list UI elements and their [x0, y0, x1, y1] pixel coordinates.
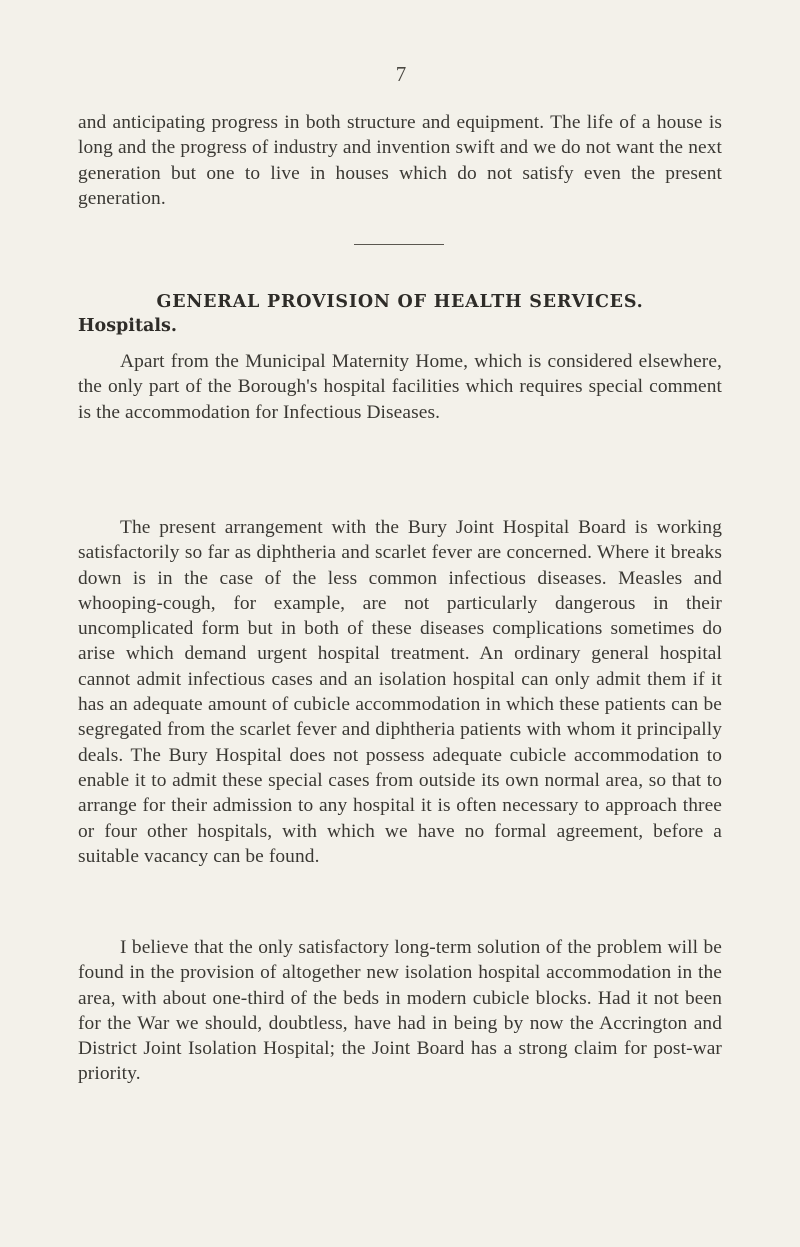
page-number: 7: [395, 62, 407, 86]
intro-paragraph: and anticipating progress in both structure and equipment. The life of a house is long and the progress of industry and invention swift and we do not want the next generation but one to live in houses which do not satisfy even the present generation.: [78, 112, 722, 209]
paragraph-maternity: Apart from the Municipal Maternity Home, which is considered elsewhere, the only part of the Borough's hospital facilities which requires special comment is the accommodation for Infectious Diseases.: [78, 351, 722, 423]
subsection-heading: Hospitals.: [78, 316, 177, 336]
paragraph-solution: I believe that the only satisfactory long-term solution of the problem will be found in the provision of altogether new isolation hospital accommodation in the area, with about one-third of the beds in modern cubicle blocks. Had it not been for the War we should, doubtless, have had in being by now the Accrington and District Joint Isolation Hospital; the Joint Board has a strong claim for post-war priority.: [78, 937, 722, 1085]
paragraph-arrangement: The present arrangement with the Bury Joint Hospital Board is working satisfactorily so far as diphtheria and scarlet fever are concerned. Where it breaks down is in the case of the less common infectious diseases. Measles and whooping-cough, for example, are not particularly dangerous in their uncomplicated form but in both of these diseases complications sometimes do arise which demand urgent hospital treatment. An ordinary general hospital cannot admit infectious cases and an isolation hospital can only admit them if it has an adequate amount of cubicle accommodation in which these patients can be segregated from the scarlet fever and diphtheria patients with whom it principally deals. The Bury Hospital does not possess adequate cubicle accommodation to enable it to admit these special cases from outside its own normal area, so that to arrange for their admission to any hospital it is often necessary to approach three or four other hospitals, with which we have no formal agreement, before a suitable vacancy can be found.: [78, 517, 722, 867]
section-heading: GENERAL PROVISION OF HEALTH SERVICES.: [156, 292, 644, 312]
section-divider: [354, 244, 444, 245]
